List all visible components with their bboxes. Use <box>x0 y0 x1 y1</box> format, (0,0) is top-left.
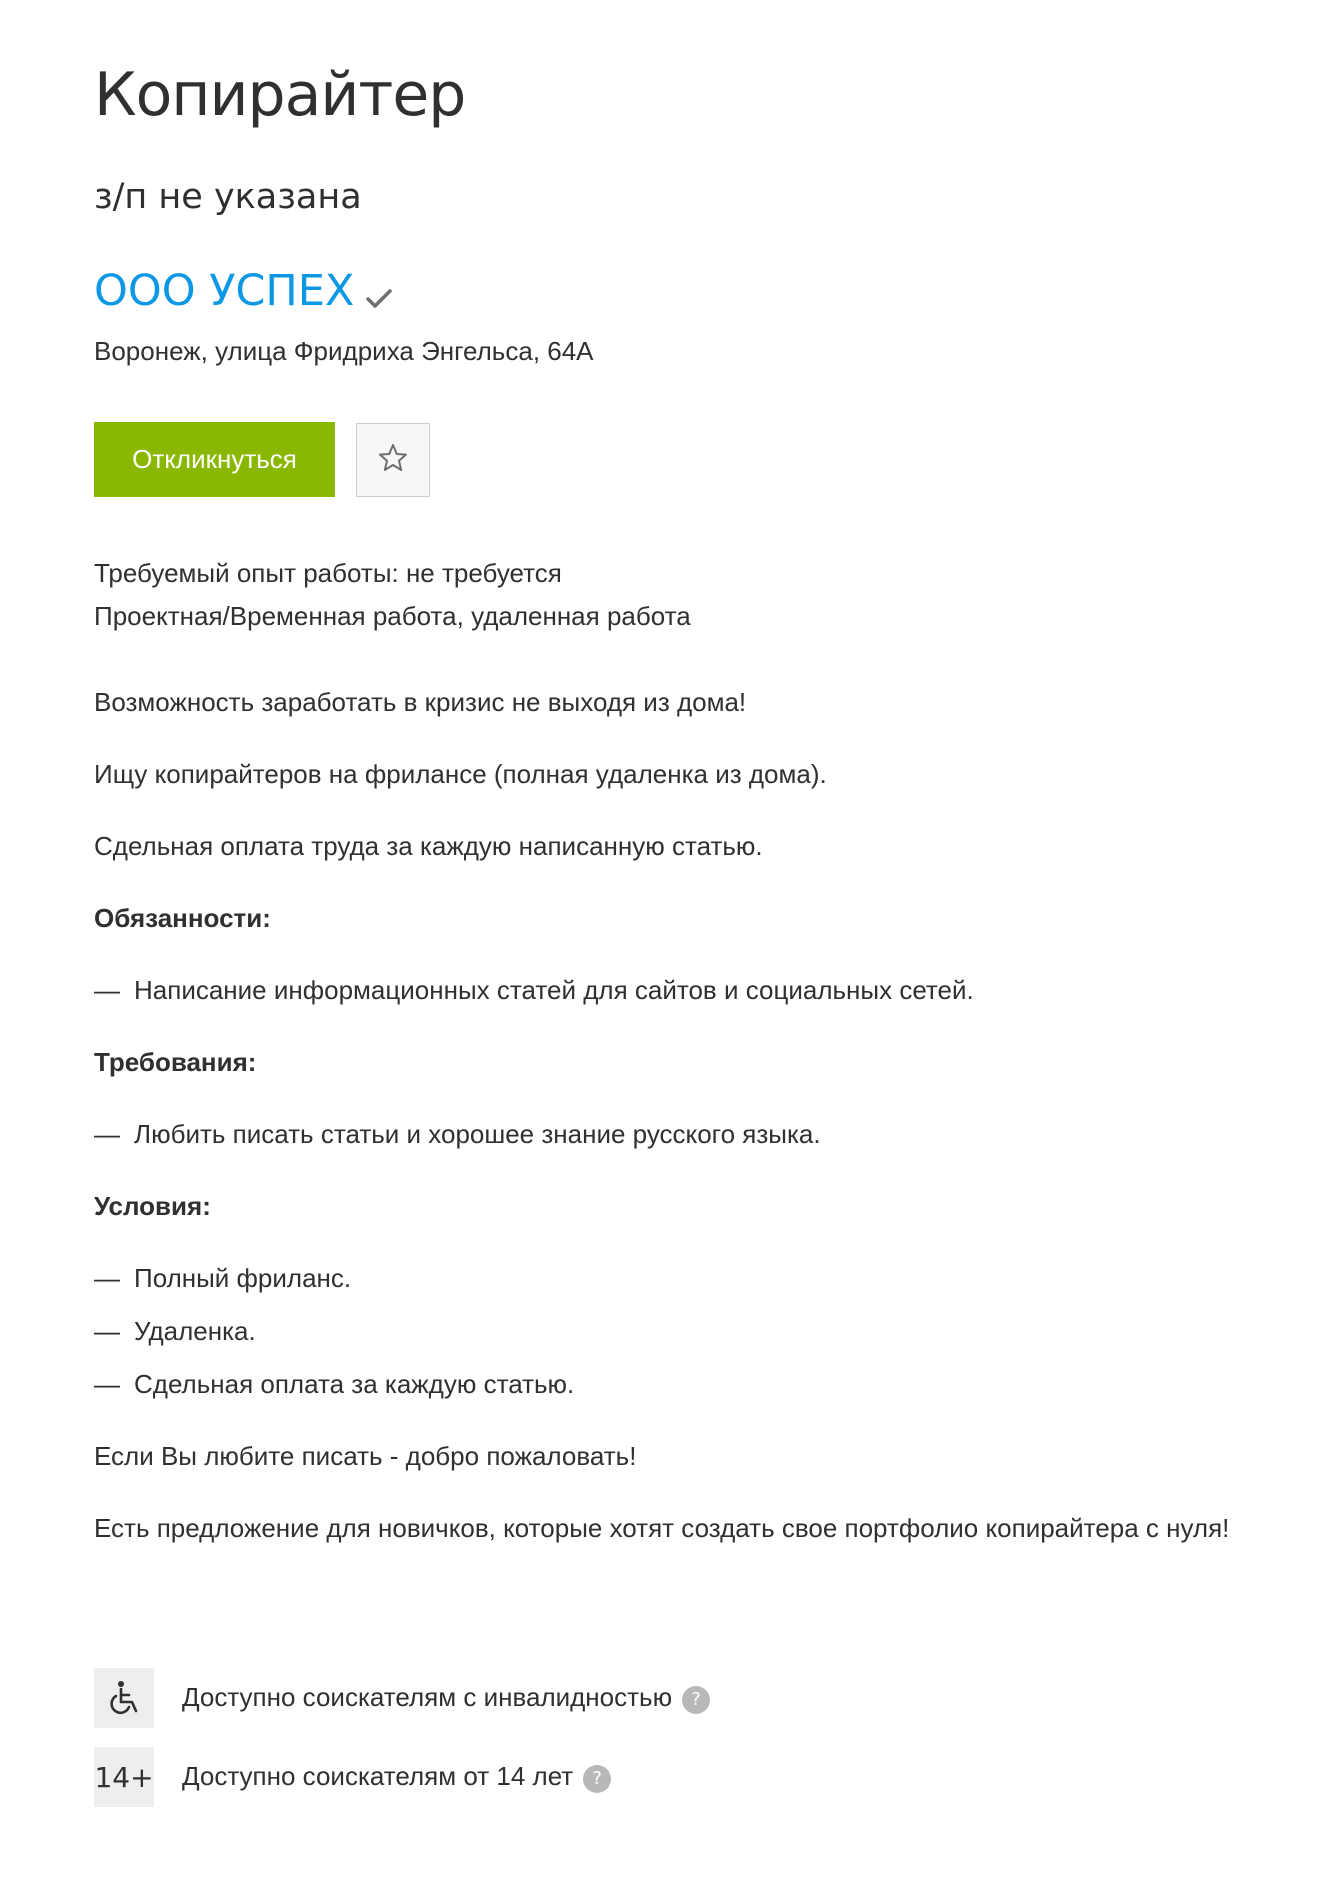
list-item: — Удаленка. <box>94 1316 256 1346</box>
description-paragraph: Ищу копирайтеров на фрилансе (полная удаленка из дома). <box>94 759 827 789</box>
age-14-plus-icon: 14+ <box>94 1747 154 1807</box>
action-buttons <box>94 422 430 497</box>
accessibility-features <box>94 1668 710 1826</box>
list-item: — Полный фриланс. <box>94 1263 352 1293</box>
feature-disability <box>94 1668 710 1728</box>
company-row <box>94 266 396 318</box>
verified-check-icon <box>362 281 396 315</box>
requirements-list <box>94 1114 1274 1155</box>
company-link[interactable]: ООО УСПЕХ <box>94 266 355 316</box>
description-paragraph: Сдельная оплата труда за каждую написанную статью. <box>94 831 763 861</box>
list-item: — Написание информационных статей для сайтов и социальных сетей. <box>94 975 974 1005</box>
duties-list <box>94 970 1274 1011</box>
employment-type: Проектная/Временная работа, удаленная работа <box>94 601 691 631</box>
description-paragraph: Если Вы любите писать - добро пожаловать! <box>94 1441 637 1471</box>
help-icon[interactable]: ? <box>583 1765 611 1793</box>
address: Воронеж, улица Фридриха Энгельса, 64А <box>94 336 594 366</box>
star-icon <box>377 442 409 477</box>
vacancy-title: Копирайтер <box>94 60 466 130</box>
feature-age <box>94 1747 710 1807</box>
feature-disability-text: Доступно соискателям с инвалидностью ? <box>182 1682 710 1713</box>
conditions-list <box>94 1258 1274 1405</box>
list-item: — Любить писать статьи и хорошее знание русского языка. <box>94 1119 821 1149</box>
requirements-heading: Требования: <box>94 1047 257 1077</box>
apply-button[interactable]: Откликнуться <box>94 422 335 497</box>
duties-heading: Обязанности: <box>94 903 271 933</box>
salary: з/п не указана <box>94 177 362 217</box>
experience-required: Требуемый опыт работы: не требуется <box>94 558 562 588</box>
help-icon[interactable]: ? <box>682 1686 710 1714</box>
feature-age-text: Доступно соискателям от 14 лет ? <box>182 1761 611 1792</box>
vacancy-description <box>94 682 1274 1580</box>
vacancy-meta <box>94 552 691 638</box>
list-item: — Сдельная оплата за каждую статью. <box>94 1369 575 1399</box>
wheelchair-icon <box>94 1668 154 1728</box>
favorite-button[interactable] <box>356 423 430 497</box>
description-paragraph: Возможность заработать в кризис не выходя из дома! <box>94 687 747 717</box>
description-paragraph: Есть предложение для новичков, которые хотят создать свое портфолио копирайтера с нуля! <box>94 1513 1230 1543</box>
conditions-heading: Условия: <box>94 1191 211 1221</box>
